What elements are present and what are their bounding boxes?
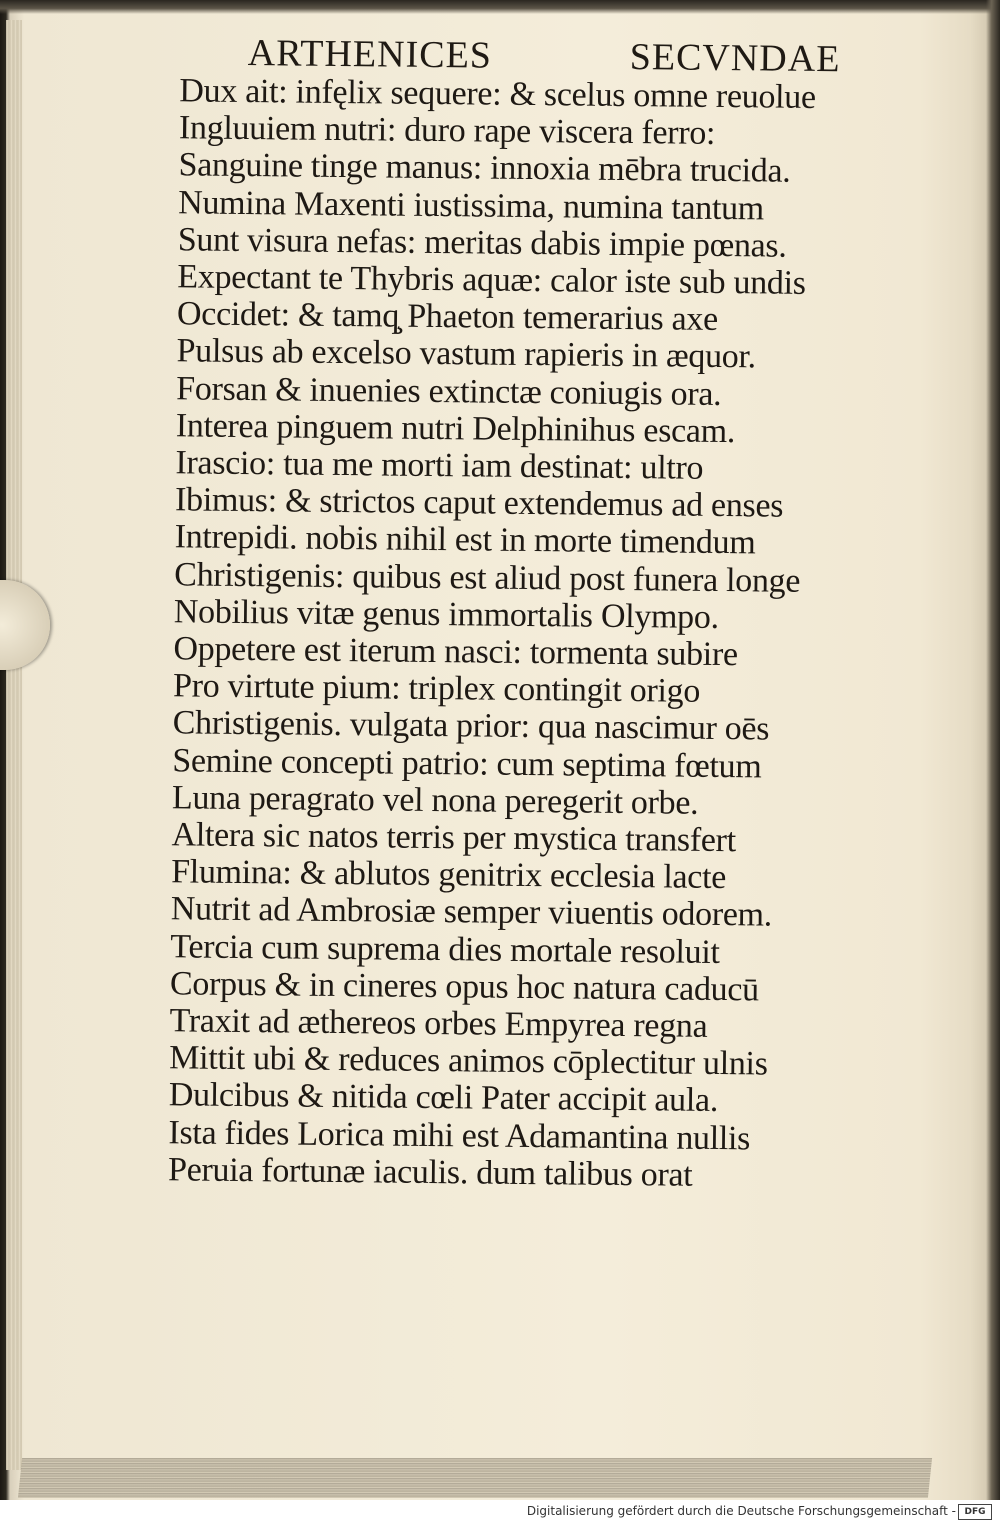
verse-line: Irascio: tua me morti iam destinat: ultro	[175, 444, 704, 487]
verse-line: Altera sic natos terris per mystica transfert	[171, 816, 737, 860]
verse-line: Flumina: & ablutos genitrix ecclesia lacte	[170, 853, 727, 897]
verse-lines	[168, 72, 880, 1195]
verse-line: Mittit ubi & reduces animos cōplectitur ulnis	[169, 1039, 768, 1083]
verse-line: Dux ait: infęlix sequere: & scelus omne reuolue	[179, 72, 816, 116]
verse-line: Intrepidi. nobis nihil est in morte timendum	[174, 518, 756, 562]
verse-line: Ista fides Lorica mihi est Adamantina nullis	[168, 1113, 751, 1158]
running-head-left: ARTHENICES	[247, 32, 493, 77]
text-block	[138, 30, 870, 1217]
verse-line: Semine concepti patrio: cum septima fœtum	[172, 741, 762, 786]
verse-line: Luna peragrato vel nona peregerit orbe.	[171, 779, 699, 822]
thumb-tab	[0, 580, 50, 670]
page-edges	[6, 20, 22, 1470]
footer-text: Digitalisierung gefördert durch die Deutsche Forschungsgemeinschaft -	[526, 1504, 956, 1518]
verse-line: Corpus & in cineres opus hoc natura caducū	[169, 965, 760, 1009]
verse-line: Christigenis: quibus est aliud post funera longe	[174, 555, 801, 600]
verse-line: Occidet: & tamq̧ Phaeton temerarius axe	[176, 295, 719, 339]
dfg-logo: DFG	[958, 1504, 992, 1520]
scan-frame-right	[986, 0, 1000, 1521]
verse-line: Peruia fortunæ iaculis. dum talibus orat	[167, 1151, 693, 1194]
verse-line: Interea pinguem nutri Delphinihus escam.	[175, 407, 736, 450]
verse-line: Sunt visura nefas: meritas dabis impie pœnas.	[177, 221, 787, 265]
verse-line: Ingluuiem nutri: duro rape viscera ferro:	[178, 109, 716, 153]
verse-line: Tercia cum suprema dies mortale resoluit	[170, 927, 720, 971]
verse-line: Forsan & inuenies extinctæ coniugis ora.	[176, 369, 722, 413]
verse-line: Nutrit ad Ambrosiæ semper viuentis odorem.	[170, 890, 773, 935]
verse-line: Expectant te Thybris aquæ: calor iste sub undis	[177, 258, 806, 302]
digitization-footer	[0, 1502, 1000, 1521]
book-bottom-edge	[18, 1458, 932, 1498]
verse-line: Pulsus ab excelso vastum rapieris in æquor.	[176, 332, 757, 376]
verse-line: Ibimus: & strictos caput extendemus ad enses	[174, 481, 784, 525]
verse-line: Pro virtute pium: triplex contingit origo	[172, 667, 701, 711]
verse-line: Christigenis. vulgata prior: qua nascimur oēs	[172, 704, 770, 748]
verse-line: Traxit ad æthereos orbes Empyrea regna	[169, 1002, 708, 1045]
scan-frame-top	[0, 0, 1000, 14]
verse-line: Sanguine tinge manus: innoxia mēbra trucida.	[178, 146, 791, 191]
verse-line: Oppetere est iterum nasci: tormenta subire	[173, 630, 738, 674]
verse-line: Nobilius vitæ genus immortalis Olympo.	[173, 593, 719, 636]
verse-line: Numina Maxenti iustissima, numina tantum	[178, 183, 765, 228]
verse-line: Dulcibus & nitida cœli Pater accipit aula.	[168, 1076, 719, 1120]
running-head-right: SECVNDAE	[629, 36, 841, 81]
